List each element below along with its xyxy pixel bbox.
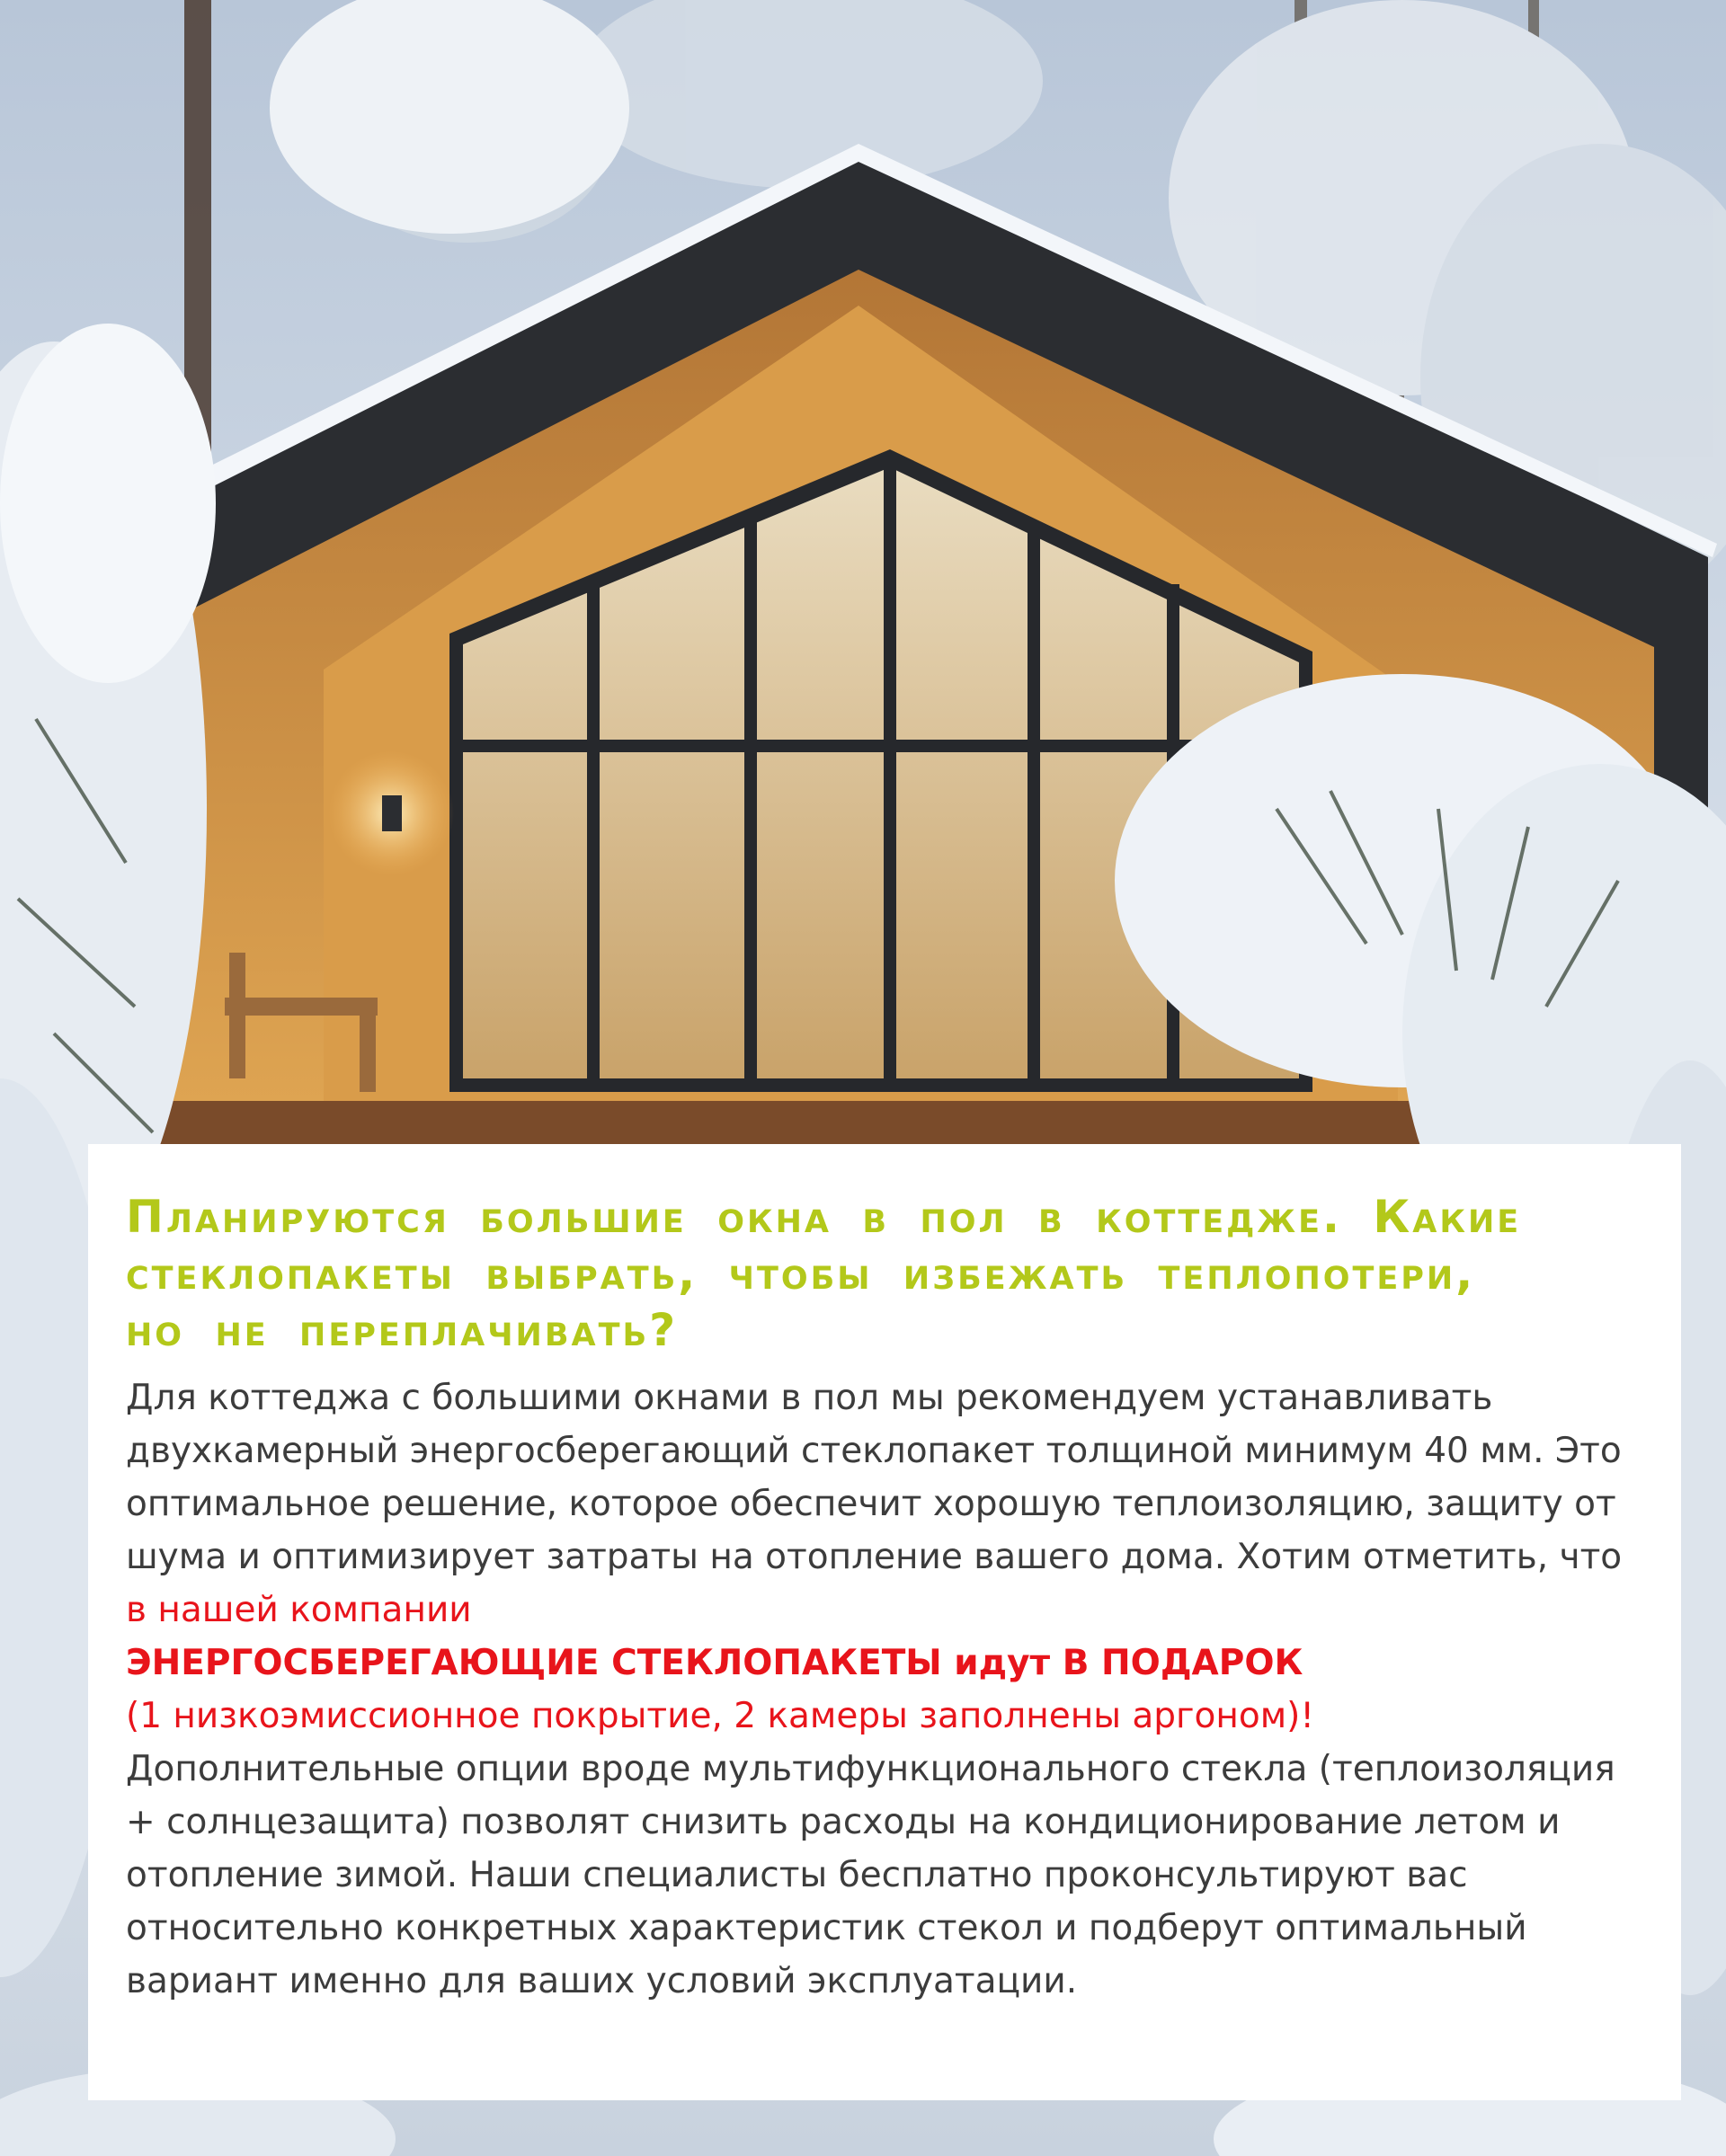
card-paragraph bbox=[126, 1371, 1645, 2008]
highlight-gift: ЭНЕРГОСБЕРЕГАЮЩИЕ СТЕКЛОПАКЕТЫ идут В ПОДАРОК bbox=[126, 1643, 1303, 1683]
body-tail: Дополнительные опции вроде мультифункционального стекла (теплоизоляция + солнцезащита) позволят снизить расходы на кондиционирование летом и отопление зимой. Наши специалисты бесплатно проконсультируют вас относительно конкретных характеристик стекол и подберут оптимальный вариант именно для ваших условий эксплуатации. bbox=[126, 1749, 1615, 2001]
card-body bbox=[126, 1371, 1645, 2008]
body-lead: Для коттеджа с большими окнами в пол мы рекомендуем устанавливать двухкамерный энергосберегающий стеклопакет толщиной минимум 40 мм. Это оптимальное решение, которое обеспечит хорошую теплоизоляцию, защиту от шума и оптимизирует затраты на отопление вашего дома. Хотим отметить, что bbox=[126, 1378, 1623, 1577]
card-title: Планируются большие окна в пол в коттедже. Какие стеклопакеты выбрать, чтобы избежать теплопотери, но не переплачивать? bbox=[126, 1191, 1522, 1356]
info-card bbox=[88, 1144, 1681, 2100]
highlight-note: (1 низкоэмиссионное покрытие, 2 камеры заполнены аргоном)! bbox=[126, 1696, 1315, 1736]
highlight-intro: в нашей компании bbox=[126, 1590, 472, 1630]
